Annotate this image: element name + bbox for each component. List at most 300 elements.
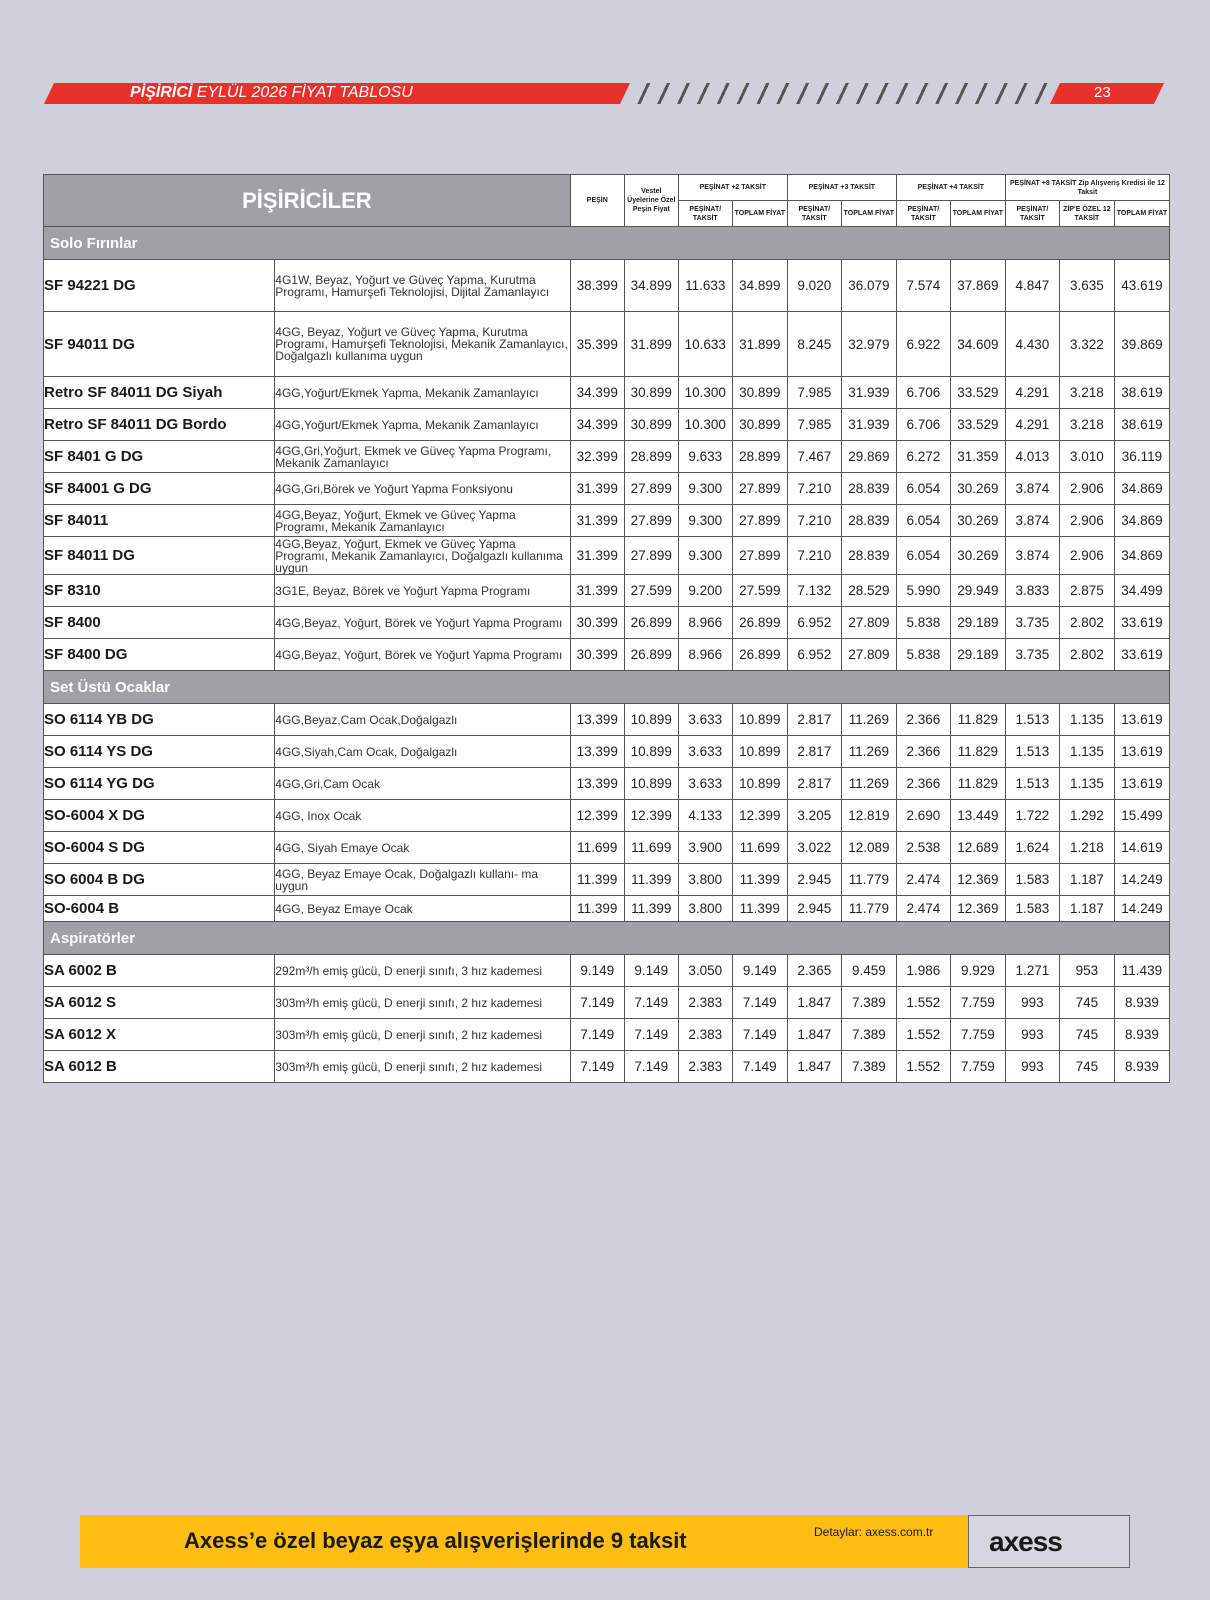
table-row	[44, 896, 1170, 922]
section-header	[44, 671, 1170, 704]
price-cell: 5.990	[896, 575, 950, 607]
axess-logo-box	[968, 1515, 1130, 1568]
price-cell: 6.922	[896, 312, 950, 377]
table-row	[44, 639, 1170, 671]
model-description: 4GG, Siyah Emaye Ocak	[275, 832, 571, 864]
price-cell: 2.817	[787, 704, 841, 736]
price-cell: 11.699	[732, 832, 787, 864]
price-cell: 32.399	[570, 441, 624, 473]
price-cell: 7.389	[841, 987, 896, 1019]
model-description: 303m³/h emiş gücü, D enerji sınıfı, 2 hız kademesi	[275, 1019, 571, 1051]
model-description: 4GG, Inox Ocak	[275, 800, 571, 832]
price-cell: 12.399	[570, 800, 624, 832]
price-cell: 34.399	[570, 409, 624, 441]
model-description: 4GG, Beyaz, Yoğurt ve Güveç Yapma, Kurutma Programı, Hamurşefi Teknolojisi, Mekanik Zamanlayıcı, Doğalgazlı kullanıma uygun	[275, 312, 571, 377]
table-row	[44, 987, 1170, 1019]
price-cell: 7.149	[732, 1051, 787, 1083]
price-cell: 26.899	[624, 607, 678, 639]
price-cell: 11.779	[841, 864, 896, 896]
price-cell: 745	[1059, 987, 1114, 1019]
price-cell: 11.399	[732, 864, 787, 896]
model-name: SF 84011 DG	[44, 537, 275, 575]
table-title: PİŞİRİCİLER	[44, 175, 571, 227]
price-cell: 3.633	[678, 704, 732, 736]
price-cell: 2.366	[896, 736, 950, 768]
section-title: Solo Fırınlar	[44, 227, 1170, 260]
price-cell: 38.619	[1114, 377, 1169, 409]
table-row	[44, 312, 1170, 377]
price-cell: 7.210	[787, 473, 841, 505]
model-name: SO 6004 B DG	[44, 864, 275, 896]
price-cell: 13.619	[1114, 704, 1169, 736]
price-cell: 38.399	[570, 260, 624, 312]
sub-taksit: PEŞİNAT/ TAKSİT	[896, 201, 950, 227]
sub-toplam: TOPLAM FİYAT	[732, 201, 787, 227]
model-name: SF 8400	[44, 607, 275, 639]
price-cell: 33.619	[1114, 607, 1169, 639]
model-description: 303m³/h emiş gücü, D enerji sınıfı, 2 hız kademesi	[275, 987, 571, 1019]
price-cell: 6.272	[896, 441, 950, 473]
price-cell: 28.899	[624, 441, 678, 473]
sub-toplam: TOPLAM FİYAT	[950, 201, 1005, 227]
table-row	[44, 260, 1170, 312]
table-row	[44, 575, 1170, 607]
table-row	[44, 736, 1170, 768]
price-cell: 11.699	[570, 832, 624, 864]
price-cell: 27.899	[624, 537, 678, 575]
price-cell: 11.269	[841, 768, 896, 800]
model-name: SF 84011	[44, 505, 275, 537]
price-cell: 2.366	[896, 768, 950, 800]
price-cell: 9.300	[678, 505, 732, 537]
price-cell: 33.529	[950, 377, 1005, 409]
price-cell: 7.759	[950, 1051, 1005, 1083]
price-cell: 36.119	[1114, 441, 1169, 473]
price-cell: 12.399	[624, 800, 678, 832]
model-description: 4GG,Gri,Börek ve Yoğurt Yapma Fonksiyonu	[275, 473, 571, 505]
price-cell: 11.699	[624, 832, 678, 864]
sub-toplam: TOPLAM FİYAT	[841, 201, 896, 227]
price-cell: 32.979	[841, 312, 896, 377]
price-cell: 11.779	[841, 896, 896, 922]
price-cell: 9.929	[950, 955, 1005, 987]
price-cell: 31.359	[950, 441, 1005, 473]
price-cell: 9.300	[678, 473, 732, 505]
price-cell: 10.899	[732, 768, 787, 800]
price-cell: 1.847	[787, 1019, 841, 1051]
price-cell: 6.706	[896, 409, 950, 441]
price-cell: 1.187	[1059, 864, 1114, 896]
price-cell: 3.800	[678, 864, 732, 896]
page-header	[44, 83, 1164, 104]
price-cell: 7.985	[787, 409, 841, 441]
price-cell: 31.399	[570, 537, 624, 575]
price-cell: 30.899	[732, 409, 787, 441]
price-cell: 30.899	[624, 409, 678, 441]
price-cell: 7.574	[896, 260, 950, 312]
price-cell: 993	[1005, 987, 1059, 1019]
model-name: SA 6002 B	[44, 955, 275, 987]
price-cell: 31.399	[570, 473, 624, 505]
price-cell: 11.399	[624, 864, 678, 896]
price-cell: 2.383	[678, 987, 732, 1019]
price-cell: 1.187	[1059, 896, 1114, 922]
price-cell: 33.619	[1114, 639, 1169, 671]
price-cell: 10.899	[624, 736, 678, 768]
price-cell: 1.513	[1005, 736, 1059, 768]
price-cell: 11.399	[570, 864, 624, 896]
price-cell: 11.399	[570, 896, 624, 922]
price-cell: 30.899	[732, 377, 787, 409]
table-row	[44, 864, 1170, 896]
price-cell: 30.269	[950, 537, 1005, 575]
price-cell: 14.249	[1114, 864, 1169, 896]
table-row	[44, 832, 1170, 864]
price-cell: 30.269	[950, 505, 1005, 537]
model-description: 4GG,Beyaz, Yoğurt, Börek ve Yoğurt Yapma Programı	[275, 639, 571, 671]
model-description: 4GG,Beyaz, Yoğurt, Börek ve Yoğurt Yapma Programı	[275, 607, 571, 639]
price-cell: 27.899	[624, 505, 678, 537]
price-cell: 7.210	[787, 505, 841, 537]
price-cell: 953	[1059, 955, 1114, 987]
price-cell: 12.399	[732, 800, 787, 832]
price-cell: 43.619	[1114, 260, 1169, 312]
promo-banner	[80, 1515, 970, 1568]
price-cell: 8.966	[678, 607, 732, 639]
price-cell: 9.633	[678, 441, 732, 473]
section-header	[44, 922, 1170, 955]
sub-taksit: PEŞİNAT/ TAKSİT	[678, 201, 732, 227]
price-cell: 6.706	[896, 377, 950, 409]
table-row	[44, 1019, 1170, 1051]
price-cell: 4.847	[1005, 260, 1059, 312]
price-cell: 38.619	[1114, 409, 1169, 441]
price-cell: 3.218	[1059, 409, 1114, 441]
price-cell: 29.189	[950, 639, 1005, 671]
price-cell: 10.899	[732, 704, 787, 736]
price-cell: 3.218	[1059, 377, 1114, 409]
price-cell: 11.399	[624, 896, 678, 922]
price-cell: 3.900	[678, 832, 732, 864]
model-description: 4GG,Beyaz, Yoğurt, Ekmek ve Güveç Yapma Programı, Mekanik Zamanlayıcı, Doğalgazlı kullanıma uygun	[275, 537, 571, 575]
price-cell: 7.149	[732, 987, 787, 1019]
header-stripes	[636, 83, 1056, 104]
price-cell: 3.050	[678, 955, 732, 987]
table-row	[44, 1051, 1170, 1083]
price-cell: 7.149	[570, 1019, 624, 1051]
model-description: 303m³/h emiş gücü, D enerji sınıfı, 2 hız kademesi	[275, 1051, 571, 1083]
price-cell: 3.735	[1005, 639, 1059, 671]
model-name: Retro SF 84011 DG Siyah	[44, 377, 275, 409]
price-cell: 7.389	[841, 1051, 896, 1083]
price-cell: 39.869	[1114, 312, 1169, 377]
price-cell: 34.869	[1114, 537, 1169, 575]
price-cell: 1.292	[1059, 800, 1114, 832]
price-cell: 9.149	[732, 955, 787, 987]
price-cell: 10.300	[678, 377, 732, 409]
price-cell: 2.383	[678, 1019, 732, 1051]
price-cell: 27.809	[841, 607, 896, 639]
price-table	[43, 174, 1170, 1083]
promo-text: Axess’e özel beyaz eşya alışverişlerinde 9 taksit	[184, 1528, 687, 1553]
model-name: SO 6114 YS DG	[44, 736, 275, 768]
price-cell: 27.809	[841, 639, 896, 671]
table-row	[44, 473, 1170, 505]
price-cell: 34.899	[624, 260, 678, 312]
group-8-taksit: PEŞİNAT +8 TAKSİT Zip Alışveriş Kredisi ile 12 Taksit	[1005, 175, 1169, 201]
price-cell: 31.939	[841, 377, 896, 409]
price-cell: 30.899	[624, 377, 678, 409]
price-cell: 13.619	[1114, 736, 1169, 768]
price-cell: 2.690	[896, 800, 950, 832]
model-name: SA 6012 S	[44, 987, 275, 1019]
price-cell: 10.899	[624, 768, 678, 800]
price-cell: 1.722	[1005, 800, 1059, 832]
price-cell: 3.874	[1005, 473, 1059, 505]
price-cell: 14.249	[1114, 896, 1169, 922]
price-cell: 2.817	[787, 768, 841, 800]
price-cell: 36.079	[841, 260, 896, 312]
model-description: 4GG,Beyaz,Cam Ocak,Doğalgazlı	[275, 704, 571, 736]
table-row	[44, 377, 1170, 409]
price-cell: 13.619	[1114, 768, 1169, 800]
price-cell: 1.624	[1005, 832, 1059, 864]
price-cell: 1.583	[1005, 864, 1059, 896]
price-cell: 8.939	[1114, 1051, 1169, 1083]
model-name: SO-6004 S DG	[44, 832, 275, 864]
page-number: 23	[1094, 84, 1111, 101]
col-pesin: PEŞİN	[570, 175, 624, 227]
price-cell: 10.300	[678, 409, 732, 441]
price-cell: 30.399	[570, 639, 624, 671]
price-cell: 1.513	[1005, 768, 1059, 800]
price-cell: 4.430	[1005, 312, 1059, 377]
price-cell: 11.829	[950, 768, 1005, 800]
price-cell: 12.819	[841, 800, 896, 832]
price-cell: 7.149	[570, 1051, 624, 1083]
price-cell: 2.875	[1059, 575, 1114, 607]
price-cell: 7.149	[624, 1051, 678, 1083]
price-cell: 29.189	[950, 607, 1005, 639]
sub-taksit: PEŞİNAT/ TAKSİT	[787, 201, 841, 227]
sub-toplam-inline: TOPLAM FİYAT	[1114, 201, 1169, 227]
price-cell: 30.399	[570, 607, 624, 639]
group-4-taksit: PEŞİNAT +4 TAKSİT	[896, 175, 1005, 201]
price-cell: 27.899	[732, 473, 787, 505]
price-cell: 12.689	[950, 832, 1005, 864]
price-cell: 3.874	[1005, 505, 1059, 537]
price-cell: 11.269	[841, 704, 896, 736]
price-cell: 33.529	[950, 409, 1005, 441]
price-cell: 9.459	[841, 955, 896, 987]
price-cell: 34.869	[1114, 505, 1169, 537]
price-cell: 2.802	[1059, 607, 1114, 639]
price-cell: 8.245	[787, 312, 841, 377]
model-name: SO 6114 YG DG	[44, 768, 275, 800]
price-cell: 34.499	[1114, 575, 1169, 607]
model-name: SF 94221 DG	[44, 260, 275, 312]
price-cell: 1.513	[1005, 704, 1059, 736]
price-cell: 31.399	[570, 505, 624, 537]
price-cell: 8.939	[1114, 987, 1169, 1019]
model-name: Retro SF 84011 DG Bordo	[44, 409, 275, 441]
price-cell: 1.135	[1059, 736, 1114, 768]
table-row	[44, 441, 1170, 473]
price-cell: 1.135	[1059, 704, 1114, 736]
price-cell: 1.552	[896, 987, 950, 1019]
price-cell: 2.945	[787, 864, 841, 896]
model-name: SO-6004 B	[44, 896, 275, 922]
section-title: Aspiratörler	[44, 922, 1170, 955]
price-cell: 7.759	[950, 987, 1005, 1019]
price-cell: 993	[1005, 1051, 1059, 1083]
price-cell: 27.599	[624, 575, 678, 607]
price-cell: 13.449	[950, 800, 1005, 832]
table-row	[44, 537, 1170, 575]
price-cell: 1.135	[1059, 768, 1114, 800]
price-cell: 34.899	[732, 260, 787, 312]
group-3-taksit: PEŞİNAT +3 TAKSİT	[787, 175, 896, 201]
price-cell: 1.847	[787, 987, 841, 1019]
price-cell: 7.132	[787, 575, 841, 607]
price-cell: 993	[1005, 1019, 1059, 1051]
price-cell: 11.829	[950, 704, 1005, 736]
price-cell: 2.945	[787, 896, 841, 922]
model-name: SF 84001 G DG	[44, 473, 275, 505]
price-cell: 9.300	[678, 537, 732, 575]
price-cell: 28.529	[841, 575, 896, 607]
model-name: SF 8400 DG	[44, 639, 275, 671]
model-description: 4G1W, Beyaz, Yoğurt ve Güveç Yapma, Kurutma Programı, Hamurşefi Teknolojisi, Dijital Zamanlayıcı	[275, 260, 571, 312]
price-cell: 1.271	[1005, 955, 1059, 987]
price-cell: 745	[1059, 1051, 1114, 1083]
price-cell: 14.619	[1114, 832, 1169, 864]
price-cell: 12.369	[950, 864, 1005, 896]
model-description: 4GG,Yoğurt/Ekmek Yapma, Mekanik Zamanlayıcı	[275, 377, 571, 409]
price-cell: 9.149	[570, 955, 624, 987]
price-cell: 2.906	[1059, 537, 1114, 575]
model-description: 4GG, Beyaz Emaye Ocak	[275, 896, 571, 922]
price-cell: 2.365	[787, 955, 841, 987]
price-cell: 12.369	[950, 896, 1005, 922]
price-cell: 5.838	[896, 639, 950, 671]
price-cell: 3.322	[1059, 312, 1114, 377]
price-cell: 11.269	[841, 736, 896, 768]
price-cell: 2.906	[1059, 473, 1114, 505]
price-cell: 31.399	[570, 575, 624, 607]
price-cell: 7.389	[841, 1019, 896, 1051]
table-row	[44, 955, 1170, 987]
price-cell: 6.054	[896, 537, 950, 575]
price-cell: 10.633	[678, 312, 732, 377]
price-cell: 11.399	[732, 896, 787, 922]
axess-logo: axess	[989, 1526, 1062, 1557]
price-cell: 27.899	[732, 505, 787, 537]
model-description: 4GG,Gri,Cam Ocak	[275, 768, 571, 800]
model-name: SO 6114 YB DG	[44, 704, 275, 736]
table-row	[44, 505, 1170, 537]
price-cell: 745	[1059, 1019, 1114, 1051]
price-cell: 3.735	[1005, 607, 1059, 639]
price-cell: 6.952	[787, 607, 841, 639]
price-cell: 11.439	[1114, 955, 1169, 987]
price-cell: 3.633	[678, 768, 732, 800]
price-cell: 8.966	[678, 639, 732, 671]
price-cell: 1.552	[896, 1019, 950, 1051]
price-cell: 1.218	[1059, 832, 1114, 864]
price-cell: 2.474	[896, 896, 950, 922]
price-cell: 7.149	[624, 987, 678, 1019]
price-cell: 3.205	[787, 800, 841, 832]
price-cell: 3.833	[1005, 575, 1059, 607]
price-cell: 31.899	[624, 312, 678, 377]
model-description: 4GG,Gri,Yoğurt, Ekmek ve Güveç Yapma Programı, Mekanik Zamanlayıcı	[275, 441, 571, 473]
price-cell: 37.869	[950, 260, 1005, 312]
price-cell: 4.291	[1005, 377, 1059, 409]
price-cell: 2.366	[896, 704, 950, 736]
price-cell: 2.474	[896, 864, 950, 896]
table-row	[44, 409, 1170, 441]
price-cell: 9.020	[787, 260, 841, 312]
price-cell: 27.899	[732, 537, 787, 575]
price-cell: 3.633	[678, 736, 732, 768]
price-cell: 26.899	[732, 639, 787, 671]
price-cell: 2.906	[1059, 505, 1114, 537]
price-cell: 3.022	[787, 832, 841, 864]
price-cell: 7.149	[732, 1019, 787, 1051]
section-title: Set Üstü Ocaklar	[44, 671, 1170, 704]
table-row	[44, 704, 1170, 736]
price-cell: 4.133	[678, 800, 732, 832]
price-cell: 34.609	[950, 312, 1005, 377]
price-cell: 30.269	[950, 473, 1005, 505]
price-cell: 31.899	[732, 312, 787, 377]
price-cell: 28.899	[732, 441, 787, 473]
model-description: 4GG, Beyaz Emaye Ocak, Doğalgazlı kullanı- ma uygun	[275, 864, 571, 896]
sub-taksit: PEŞİNAT/ TAKSİT	[1005, 201, 1059, 227]
price-cell: 1.986	[896, 955, 950, 987]
price-cell: 6.054	[896, 505, 950, 537]
model-name: SA 6012 B	[44, 1051, 275, 1083]
price-cell: 7.210	[787, 537, 841, 575]
price-cell: 34.869	[1114, 473, 1169, 505]
page-title: PİŞİRİCİ EYLÜL 2026 FİYAT TABLOSU	[130, 84, 413, 101]
price-cell: 29.869	[841, 441, 896, 473]
price-cell: 9.200	[678, 575, 732, 607]
price-cell: 6.952	[787, 639, 841, 671]
price-cell: 9.149	[624, 955, 678, 987]
price-cell: 1.552	[896, 1051, 950, 1083]
price-cell: 2.817	[787, 736, 841, 768]
sub-zip: ZİP'E ÖZEL 12 TAKSİT	[1059, 201, 1114, 227]
price-cell: 1.583	[1005, 896, 1059, 922]
price-cell: 26.899	[732, 607, 787, 639]
price-cell: 29.949	[950, 575, 1005, 607]
price-cell: 34.399	[570, 377, 624, 409]
price-cell: 27.599	[732, 575, 787, 607]
model-description: 4GG,Yoğurt/Ekmek Yapma, Mekanik Zamanlayıcı	[275, 409, 571, 441]
price-cell: 28.839	[841, 473, 896, 505]
promo-detail-link[interactable]: Detaylar: axess.com.tr	[814, 1525, 934, 1539]
price-cell: 15.499	[1114, 800, 1169, 832]
price-cell: 10.899	[732, 736, 787, 768]
model-description: 292m³/h emiş gücü, D enerji sınıfı, 3 hız kademesi	[275, 955, 571, 987]
table-row	[44, 607, 1170, 639]
price-cell: 7.149	[570, 987, 624, 1019]
price-cell: 6.054	[896, 473, 950, 505]
price-cell: 26.899	[624, 639, 678, 671]
table-row	[44, 768, 1170, 800]
